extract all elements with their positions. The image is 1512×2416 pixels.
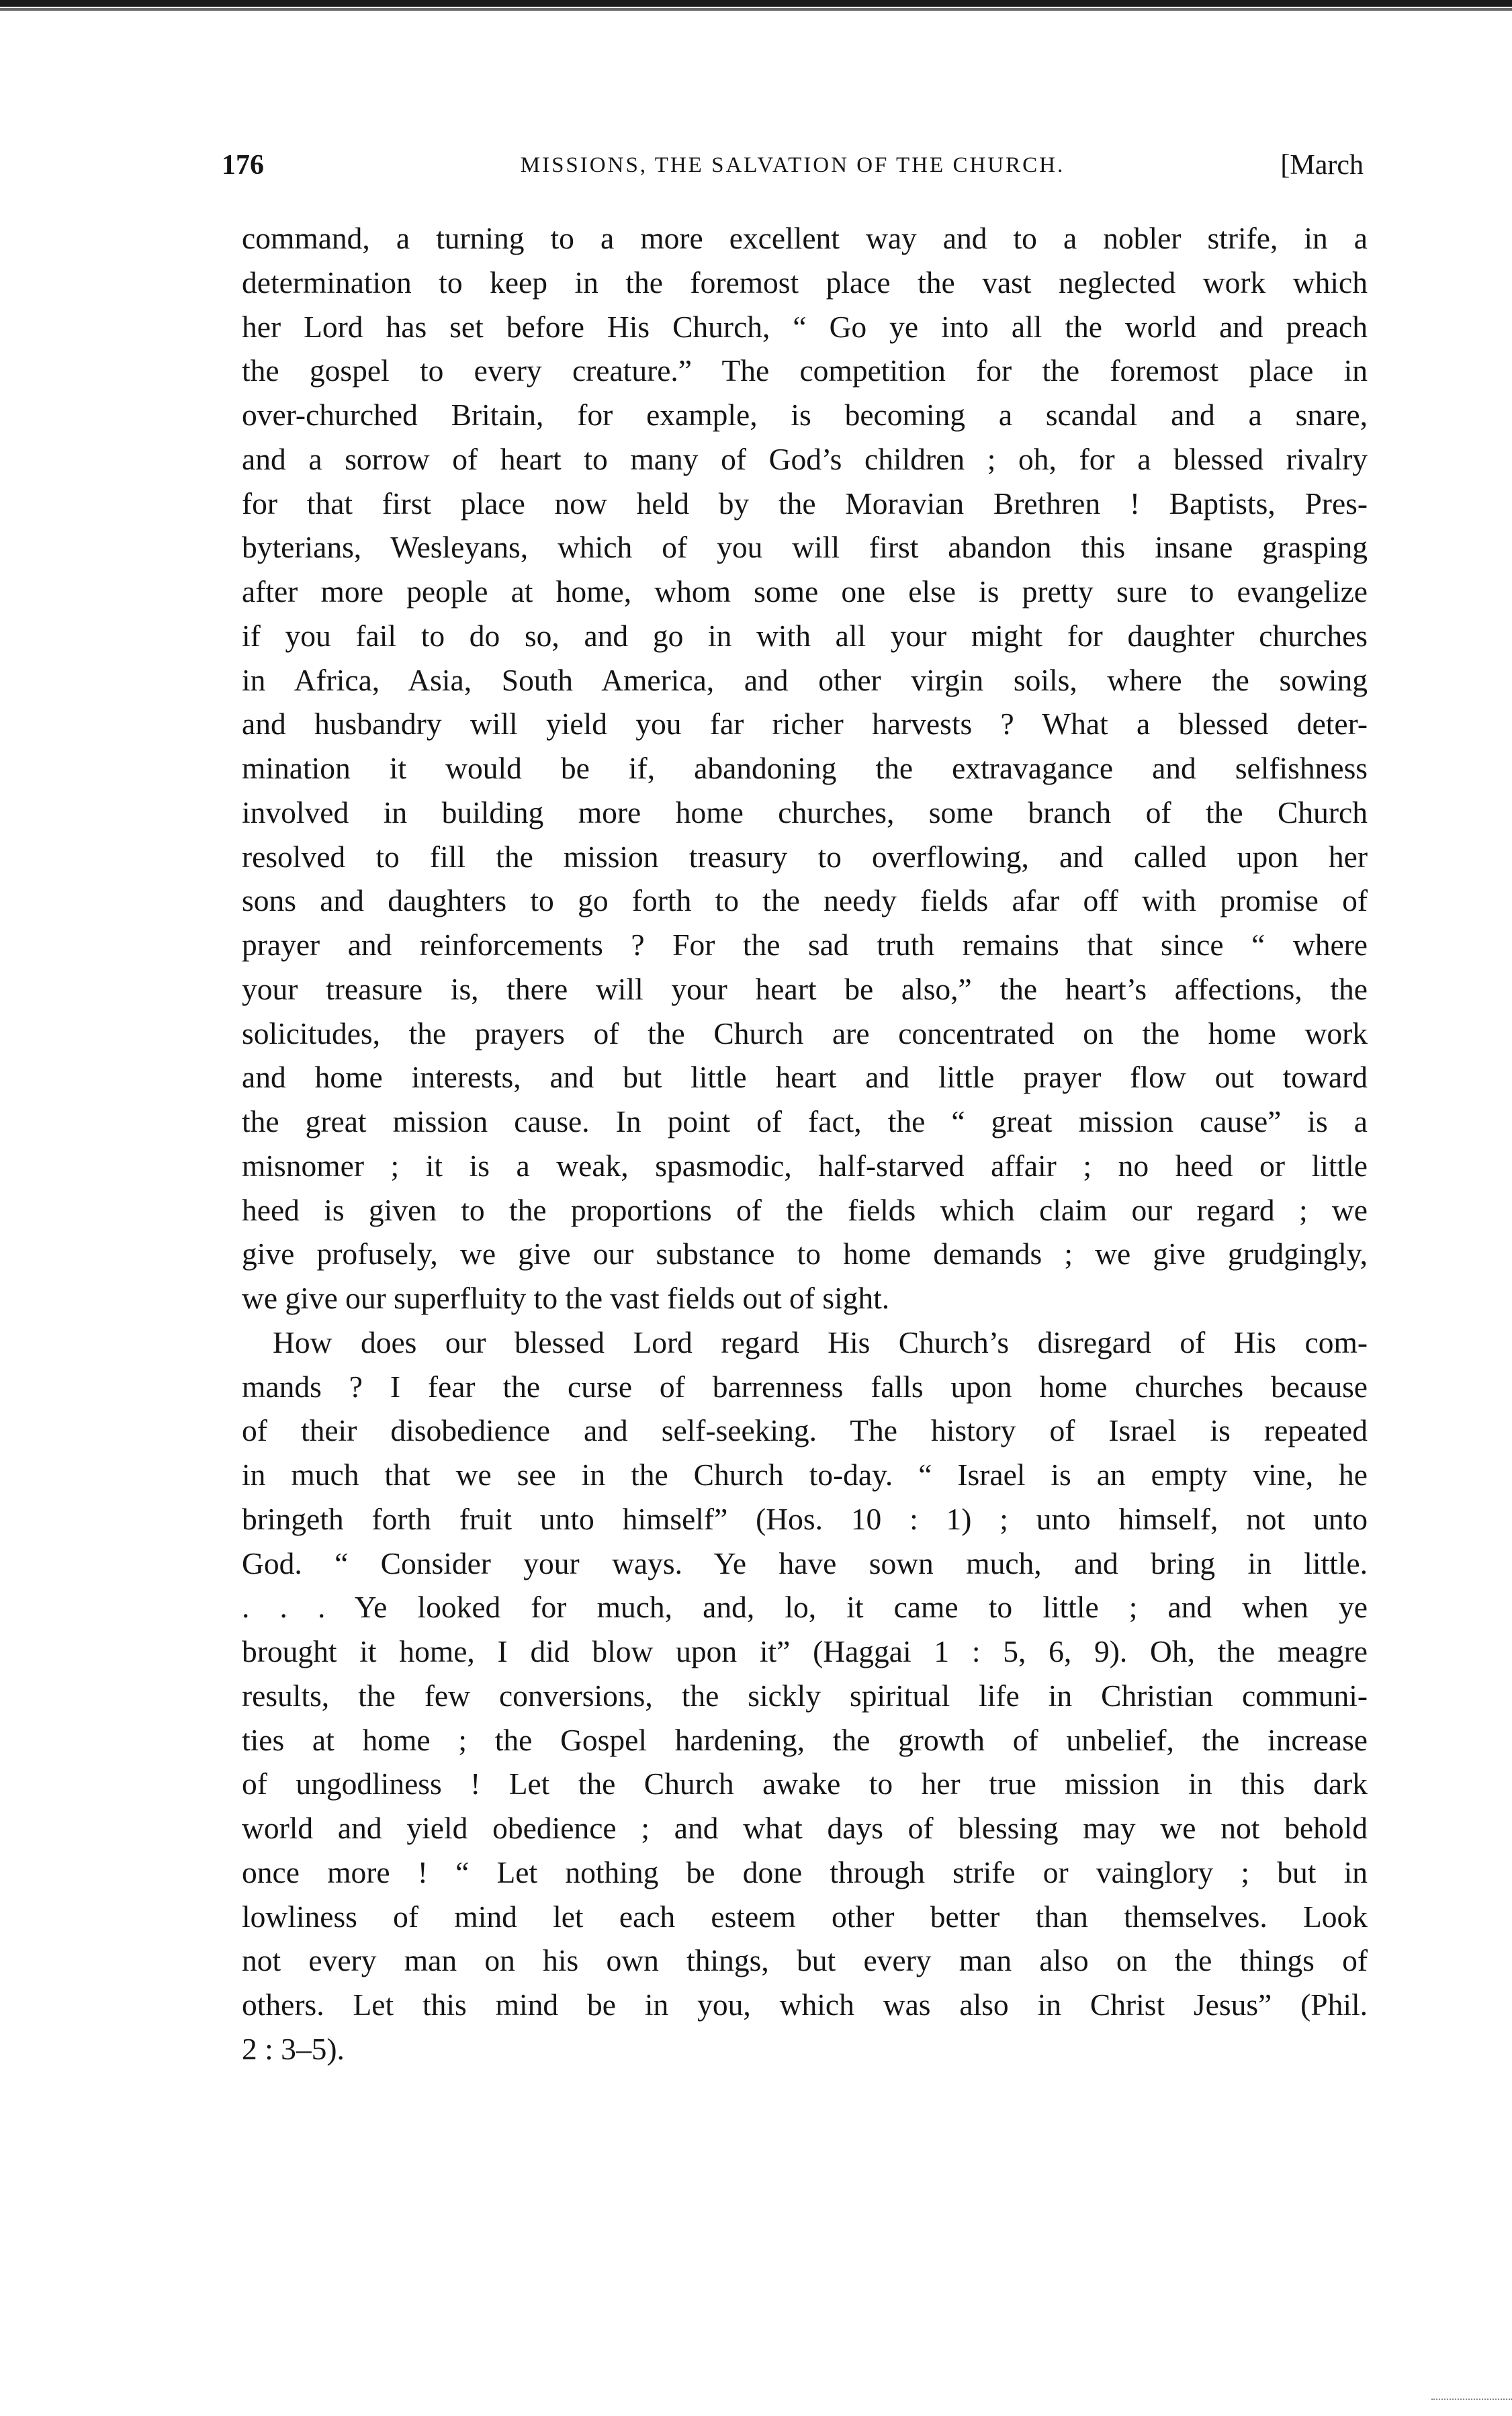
- text-line: your treasure is, there will your heart be also,” the heart’s affections, the: [242, 971, 1368, 1006]
- text-line: results, the few conversions, the sickly spiritual life in Christian communi-: [242, 1678, 1368, 1713]
- page-header: [222, 149, 1364, 189]
- text-line: and husbandry will yield you far richer harvests ? What a blessed deter-: [242, 707, 1368, 742]
- text-line: if you fail to do so, and go in with all your might for daughter churches: [242, 618, 1368, 653]
- text-line: not every man on his own things, but every man also on the things of: [242, 1943, 1368, 1978]
- text-line: involved in building more home churches, some branch of the Church: [242, 795, 1368, 830]
- text-line: and a sorrow of heart to many of God’s children ; oh, for a blessed rivalry: [242, 441, 1368, 476]
- top-edge-rule: [0, 0, 1512, 7]
- text-line: give profusely, we give our substance to home demands ; we give grudgingly,: [242, 1237, 1368, 1271]
- article-body: [242, 216, 1368, 2071]
- text-line: over-churched Britain, for example, is becoming a scandal and a snare,: [242, 398, 1368, 432]
- text-line: after more people at home, whom some one else is pretty sure to evangelize: [242, 574, 1368, 609]
- text-line: mination it would be if, abandoning the extravagance and selfishness: [242, 751, 1368, 785]
- text-line: . . . Ye looked for much, and, lo, it came to little ; and when ye: [242, 1590, 1368, 1625]
- text-line: resolved to fill the mission treasury to overflowing, and called upon her: [242, 839, 1368, 874]
- text-line: prayer and reinforcements ? For the sad truth remains that since “ where: [242, 928, 1368, 962]
- text-line: God. “ Consider your ways. Ye have sown much, and bring in little.: [242, 1546, 1368, 1580]
- bottom-edge-mark: [1431, 2399, 1512, 2416]
- text-line: lowliness of mind let each esteem other better than themselves. Look: [242, 1899, 1368, 1934]
- page-number: 176: [222, 150, 264, 181]
- text-line: command, a turning to a more excellent way and to a nobler strife, in a: [242, 221, 1368, 255]
- top-edge-rule-secondary: [0, 8, 1512, 11]
- text-line: in Africa, Asia, South America, and other virgin soils, where the sowing: [242, 662, 1368, 697]
- text-line: bringeth forth fruit unto himself” (Hos. 10 : 1) ; unto himself, not unto: [242, 1501, 1368, 1536]
- text-line: her Lord has set before His Church, “ Go ye into all the world and preach: [242, 309, 1368, 344]
- text-line: ties at home ; the Gospel hardening, the growth of unbelief, the increase: [242, 1722, 1368, 1757]
- text-line: world and yield obedience ; and what days of blessing may we not behold: [242, 1811, 1368, 1845]
- text-line: the great mission cause. In point of fact, the “ great mission cause” is a: [242, 1104, 1368, 1138]
- text-line: and home interests, and but little heart and little prayer flow out toward: [242, 1060, 1368, 1095]
- paragraph-end-line: 2 : 3–5).: [242, 2031, 345, 2066]
- text-line: others. Let this mind be in you, which was also in Christ Jesus” (Phil.: [242, 1987, 1368, 2022]
- text-line: brought it home, I did blow upon it” (Haggai 1 : 5, 6, 9). Oh, the meagre: [242, 1634, 1368, 1668]
- text-line: in much that we see in the Church to-day. “ Israel is an empty vine, he: [242, 1458, 1368, 1492]
- text-line: sons and daughters to go forth to the needy fields afar off with promise of: [242, 883, 1368, 918]
- text-line: heed is given to the proportions of the fields which claim our regard ; we: [242, 1192, 1368, 1227]
- running-title: MISSIONS, THE SALVATION OF THE CHURCH.: [520, 153, 1065, 177]
- text-line: misnomer ; it is a weak, spasmodic, half-starved affair ; no heed or little: [242, 1148, 1368, 1183]
- text-line: once more ! “ Let nothing be done through strife or vainglory ; but in: [242, 1854, 1368, 1889]
- text-line: solicitudes, the prayers of the Church are concentrated on the home work: [242, 1016, 1368, 1050]
- header-month: [March: [1280, 150, 1364, 181]
- paragraph-start-line: How does our blessed Lord regard His Church’s disregard of His com-: [273, 1325, 1368, 1359]
- text-line: determination to keep in the foremost place the vast neglected work which: [242, 265, 1368, 300]
- text-line: of ungodliness ! Let the Church awake to her true mission in this dark: [242, 1766, 1368, 1801]
- text-line: byterians, Wesleyans, which of you will first abandon this insane grasping: [242, 530, 1368, 565]
- text-line: for that first place now held by the Moravian Brethren ! Baptists, Pres-: [242, 486, 1368, 521]
- text-line: of their disobedience and self-seeking. The history of Israel is repeated: [242, 1413, 1368, 1448]
- text-line: the gospel to every creature.” The competition for the foremost place in: [242, 353, 1368, 388]
- paragraph-end-line: we give our superfluity to the vast fields out of sight.: [242, 1281, 890, 1315]
- text-line: mands ? I fear the curse of barrenness falls upon home churches because: [242, 1369, 1368, 1404]
